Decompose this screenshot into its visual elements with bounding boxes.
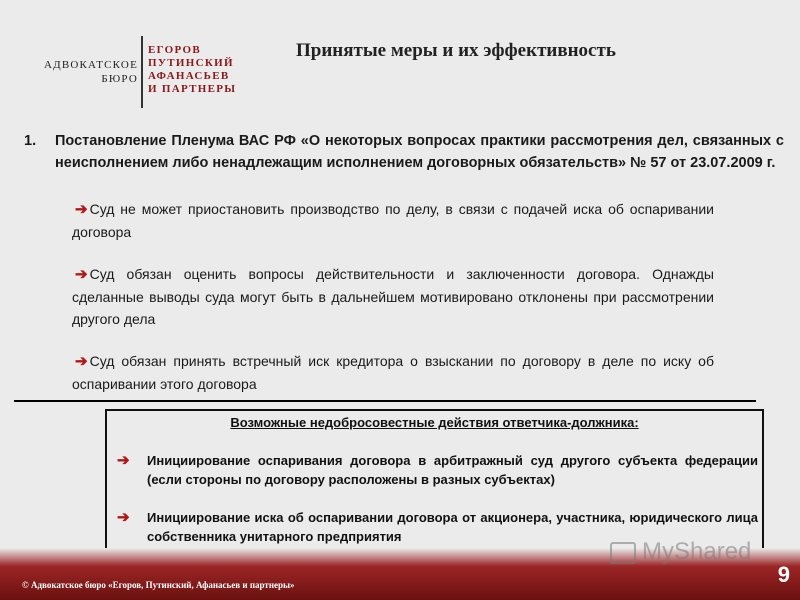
resolution-text: Постановление Пленума ВАС РФ «О некоторых вопросах практики рассмотрения дел, связанных с неисполнением либо ненадлежащим исполнением договорных обязательств» № 57 от 23.07.2009 г. — [55, 133, 784, 171]
box-item-text: Инициирование иска об оспаривании договора от акционера, участника, юридического лица собственника унитарного предприятия — [147, 510, 758, 544]
arrow-right-icon: ➔ — [117, 509, 130, 526]
list-item — [72, 198, 714, 243]
list-item — [72, 263, 714, 330]
points-list — [72, 198, 714, 415]
box-title: Возможные недобросовестные действия ответчика-должника: — [230, 415, 639, 430]
footer-copyright: © Адвокатское бюро «Егоров, Путинский, Афанасьев и партнеры» — [22, 580, 295, 590]
logo-line: БЮРО — [101, 73, 138, 85]
logo-left-text — [36, 58, 138, 86]
watermark-icon — [610, 542, 636, 564]
logo-line: ПУТИНСКИЙ — [148, 57, 234, 69]
arrow-right-icon: ➔ — [75, 201, 88, 218]
point-text: Суд обязан принять встречный иск кредитора о взыскании по договору в деле по иску об оспаривании этого договора — [72, 353, 714, 392]
logo-line: ЕГОРОВ — [148, 44, 201, 56]
watermark — [610, 538, 751, 566]
box-item-text: Инициирование оспаривания договора в арбитражный суд другого субъекта федерации (если стороны по договору расположены в разных субъектах) — [147, 453, 758, 487]
logo-divider — [141, 36, 143, 108]
resolution-heading — [24, 130, 784, 174]
arrow-right-icon: ➔ — [117, 452, 130, 469]
bad-faith-actions-box — [105, 409, 764, 557]
arrow-right-icon: ➔ — [75, 266, 88, 283]
arrow-right-icon: ➔ — [75, 353, 88, 370]
resolution-number: 1. — [24, 133, 37, 149]
page-number: 9 — [777, 562, 790, 587]
logo-line: АДВОКАТСКОЕ — [43, 59, 138, 71]
point-text: Суд не может приостановить производство по делу, в связи с подачей иска об оспаривании договора — [72, 201, 714, 240]
watermark-text: MyShared — [642, 538, 752, 565]
point-text: Суд обязан оценить вопросы действительности и заключенности договора. Однажды сделанные выводы суда могут быть в дальнейшем мотивировано отклонены при рассмотрении другого дела — [72, 266, 714, 327]
divider — [14, 400, 756, 402]
logo-line: АФАНАСЬЕВ — [148, 70, 230, 82]
list-item — [72, 350, 714, 395]
slide-title: Принятые меры и их эффективность — [296, 40, 616, 61]
logo-line: И ПАРТНЕРЫ — [148, 83, 237, 95]
list-item — [117, 451, 758, 489]
logo-right-text — [148, 44, 236, 96]
